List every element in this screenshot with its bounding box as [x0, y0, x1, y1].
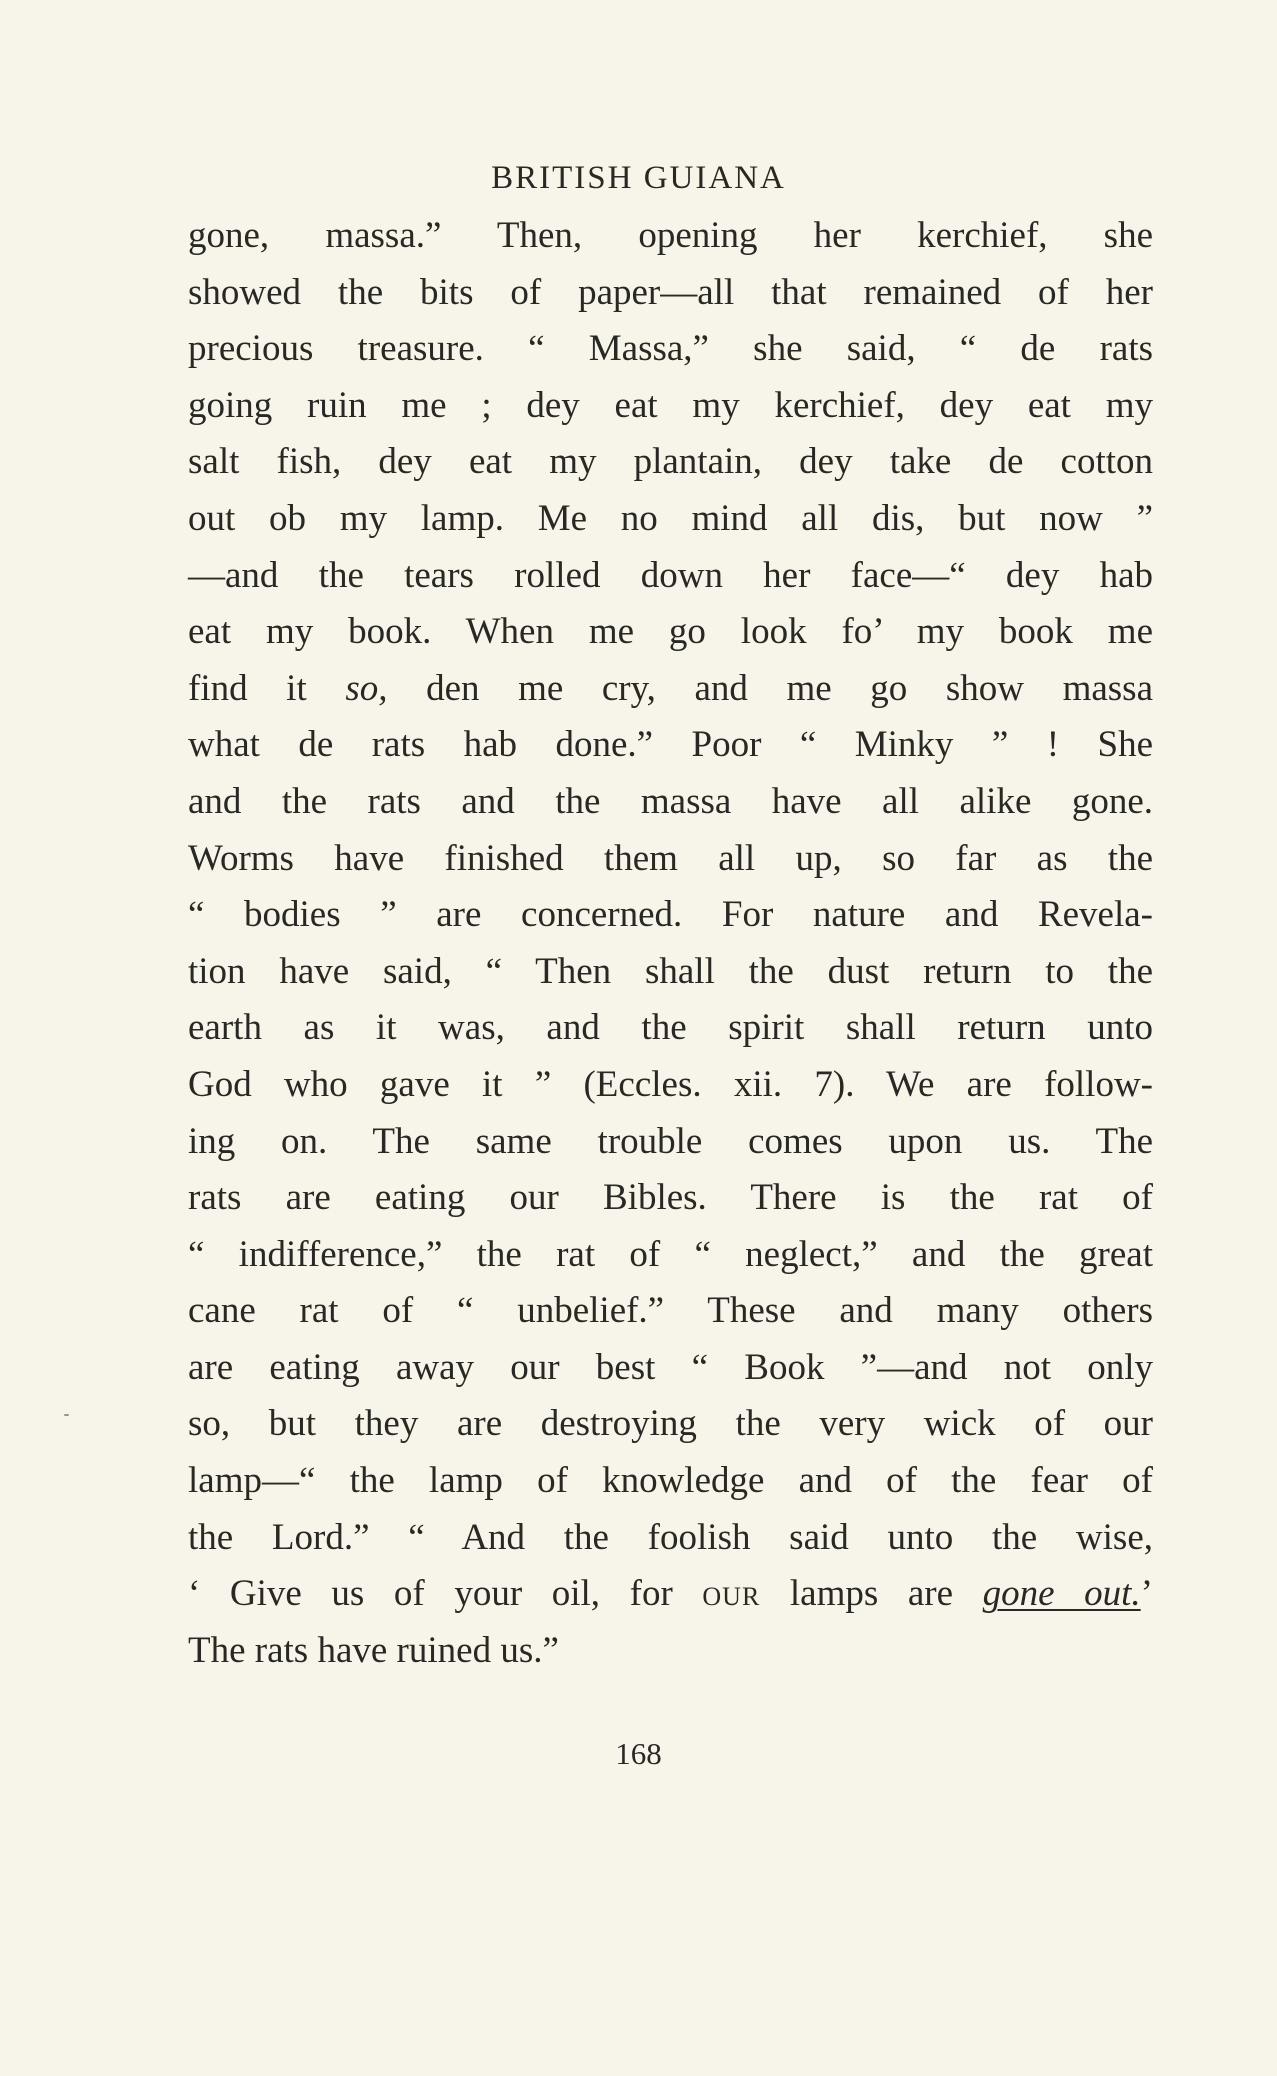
text-line: showed the bits of paper—all that remained of her: [188, 271, 1153, 313]
text-line: and the rats and the massa have all alike gone.: [188, 780, 1153, 822]
text-line: what de rats hab done.” Poor “ Minky ” ! She: [188, 724, 1153, 766]
text-line: precious treasure. “ Massa,” she said, “ de rats: [188, 328, 1153, 370]
text-line: so, but they are destroying the very wick of our: [188, 1403, 1153, 1445]
text-segment: ’: [1140, 1573, 1153, 1615]
text-line: the Lord.” “ And the foolish said unto the wise,: [188, 1516, 1153, 1558]
text-line: cane rat of “ unbelief.” These and many others: [188, 1290, 1153, 1332]
small-caps-emphasis: our: [702, 1573, 761, 1615]
running-head: BRITISH GUIANA: [491, 160, 786, 196]
text-line: “ indifference,” the rat of “ neglect,” and the great: [188, 1233, 1153, 1275]
italic-emphasis: so,: [345, 667, 388, 709]
text-line: out ob my lamp. Me no mind all dis, but now ”: [188, 497, 1153, 539]
text-line: ing on. The same trouble comes upon us. The: [188, 1120, 1153, 1162]
text-line: —and the tears rolled down her face—“ dey hab: [188, 554, 1153, 596]
text-line: [188, 661, 1153, 718]
page-number: 168: [615, 1736, 662, 1771]
text-line: The rats have ruined us.”: [188, 1629, 559, 1671]
body-text: [188, 208, 1153, 1679]
text-segment: den me cry, and me go show massa: [387, 667, 1153, 709]
text-line: salt fish, dey eat my plantain, dey take de cotton: [188, 441, 1153, 483]
text-line: are eating away our best “ Book ”—and not only: [188, 1346, 1153, 1388]
text-segment: lamps are: [760, 1573, 983, 1615]
text-line: earth as it was, and the spirit shall return unto: [188, 1007, 1153, 1049]
text-segment: ‘ Give us of your oil, for: [188, 1573, 703, 1615]
text-line: eat my book. When me go look fo’ my book me: [188, 611, 1153, 653]
text-line: going ruin me ; dey eat my kerchief, dey eat my: [188, 384, 1153, 426]
text-line: gone, massa.” Then, opening her kerchief, she: [188, 215, 1153, 256]
text-line: God who gave it ” (Eccles. xii. 7). We are follow-: [188, 1063, 1153, 1105]
text-line: [188, 1566, 1153, 1623]
text-line: rats are eating our Bibles. There is the rat of: [188, 1177, 1153, 1219]
underlined-emphasis: gone out.: [982, 1573, 1141, 1615]
text-line: Worms have finished them all up, so far as the: [188, 837, 1153, 879]
text-segment: find it: [188, 667, 346, 709]
text-line: tion have said, “ Then shall the dust return to the: [188, 950, 1153, 992]
text-line: lamp—“ the lamp of knowledge and of the fear of: [188, 1460, 1153, 1502]
text-line: “ bodies ” are concerned. For nature and Revela-: [188, 894, 1153, 936]
paper-speck: [64, 1414, 69, 1416]
